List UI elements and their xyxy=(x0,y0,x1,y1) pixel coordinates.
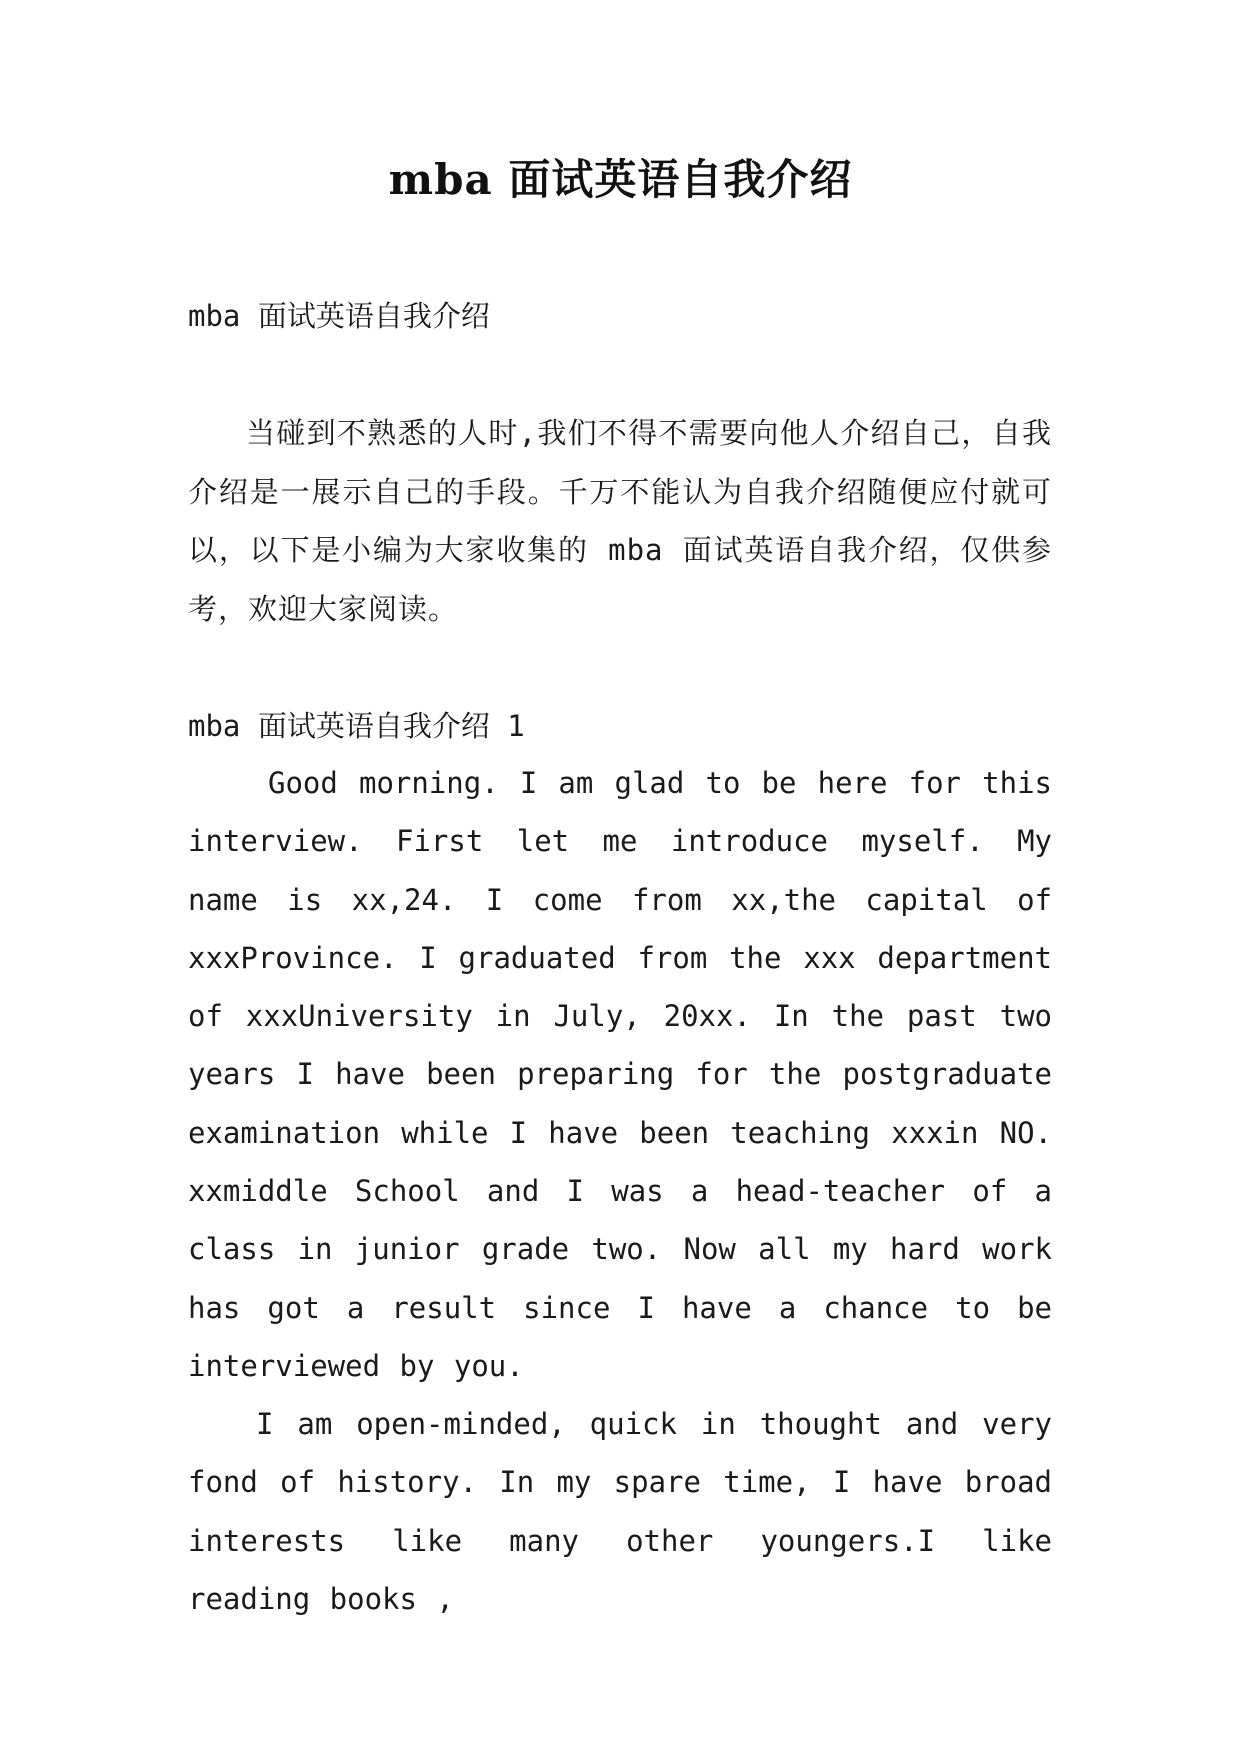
body-paragraph: Good morning. I am glad to be here for this interview. First let me introduce myself. My name is xx,24. I come from xx,the capital of xxxProvince. I graduated from the xxx department of xxxUniversity in July, 20xx. In the past two years I have been preparing for the postgraduate examination while I have been teaching xxxin NO. xxmiddle School and I was a head-teacher of a class in junior grade two. Now all my hard work has got a result since I have a chance to be interviewed by you. xyxy=(188,766,1052,1383)
document-title: mba 面试英语自我介绍 xyxy=(388,155,853,204)
body-paragraph: I am open-minded, quick in thought and very fond of history. In my spare time, I have broad interests like many other youngers.I like reading books , xyxy=(188,1407,1052,1616)
section-heading: mba 面试英语自我介绍 1 xyxy=(188,709,525,743)
intro-paragraph: 当碰到不熟悉的人时,我们不得不需要向他人介绍自己，自我介绍是一展示自己的手段。千万不能认为自我介绍随便应付就可以，以下是小编为大家收集的 mba 面试英语自我介绍，仅供参考，欢迎大家阅读。 xyxy=(188,416,1052,626)
document-subtitle: mba 面试英语自我介绍 xyxy=(188,299,490,333)
